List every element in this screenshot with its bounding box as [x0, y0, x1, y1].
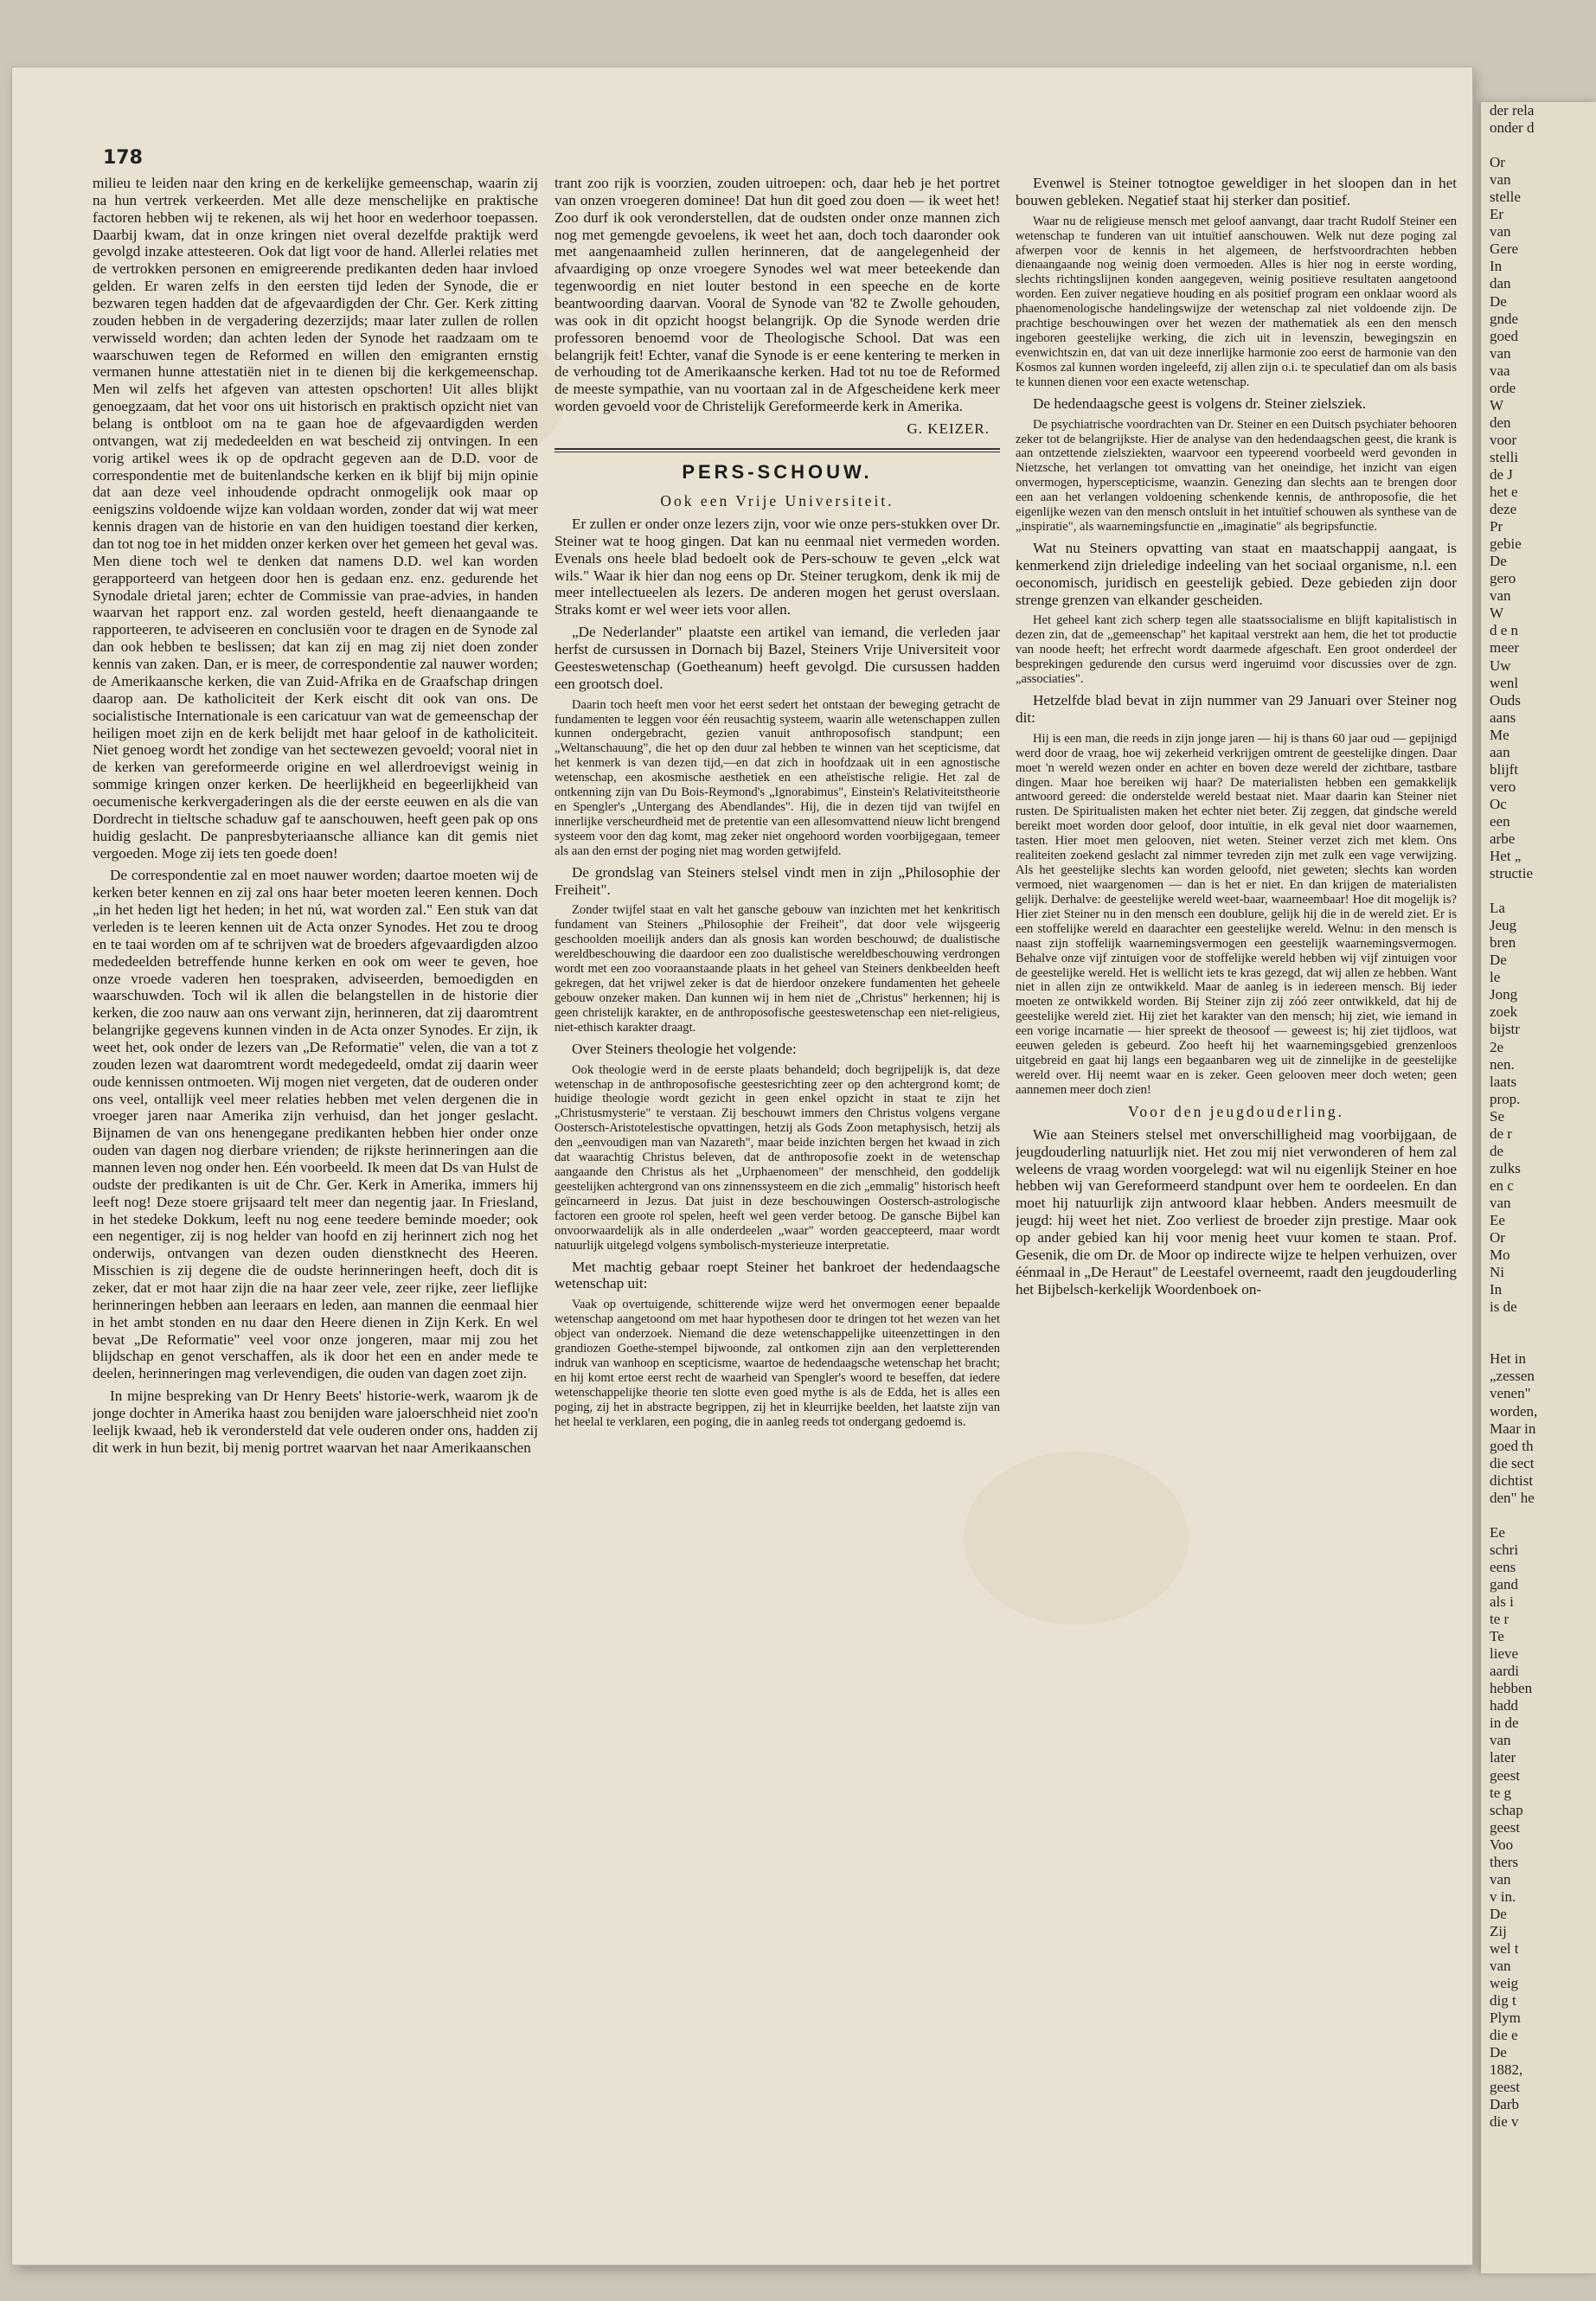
article-paragraph: De hedendaagsche geest is volgens dr. Steiner zielsziek.: [1033, 394, 1367, 412]
next-page-edge: [1481, 102, 1596, 2273]
edge-text-line: de: [1490, 1142, 1504, 1159]
edge-text-line: is de: [1490, 1298, 1517, 1316]
edge-text-line: nen.: [1490, 1055, 1515, 1073]
edge-text-line: lieve: [1490, 1645, 1519, 1663]
edge-text-line: Darb: [1490, 2096, 1519, 2113]
edge-text-line: deze: [1490, 501, 1517, 518]
edge-text-line: bren: [1490, 934, 1516, 952]
quoted-passage: Hij is een man, die reeds in zijn jonge jaren — hij is thans 60 jaar oud — gepijnigd werd door de vraag, hoe wij zekerheid verkrijgen omtrent de geestelijke dingen. Daar moet 'n wereld wezen onder en achter en boven deze wereld der zichtbare, tastbare dingen. Maar hoe bereiken wij haar? De materialisten hebben een gemakkelijk antwoord gereed: die onderstelde wereld bestaat niet. Maar daarin kan Steiner niet rusten. De Spiritualisten maken het echter niet beter. Zij zeggen, dat gindsche wereld bereikt moet worden door geloof, door intuïtie, in elk geval niet door waarnemen, tasten. Hier moet men gelooven, niet weten. Steiner verzet zich met klem. Ons realiteiten zoekend geslacht zal nimmer tevreden zijn met zulk een vage verwijzing. Als het geestelijke slechts kan worden geloofd, niet geweten; slechts kan worden vermoed, niet waargenomen — dan is het er niet. En dan krijgen de materialisten gelijk. Derhalve: de geestelijke wereld weet-baar, waarneembaar! Hoe dit mogelijk is? Hier ziet Steiner nu in den mensch een doublure, gelijk hij die in de wereld ziet. Er is een stoffelijke wereld en daarachter een geestelijke wereld. Welnu: in den mensch is naast zijn stoffelijk waarnemingsvermogen een geestelijk waarnemingsvermogen. Behalve onze vijf zintuigen voor de stoffelijke wereld hebben wij vijf zintuigen voor de geestelijke wereld. Het is wellicht iets te kras gezegd, dat wij allen ze hebben. Want niet in allen zijn ze ontwikkeld. Maar de aanleg is in iedereen mensch. Bij ieder moeten ze ontwikkeld worden. Bij Steiner zijn zij zóó zeer ontwikkeld, dat hij de geestelijke wereld ziet. Hij ziet het karakter van den mensch; hij ziet, wie iemand in een vorige incarnatie — hier spreekt de theosoof — geweest is; hij ziet tijdloos, wat eeuwen geleden is gebeurd. Zoo heeft hij het waarnemingsgebied grenzenloos uitgebreid en gaat hij langs een begaanbaren weg uit de zinnelijke in de geestelijke wereld over. Hij neemt waar en is zeker. Geen gelooven meer doch weten; geen aannemen meer doch zien!: [1016, 731, 1457, 1097]
edge-text-line: venen": [1490, 1385, 1531, 1402]
edge-text-line: [1481, 1507, 1596, 1524]
edge-text-line: van: [1490, 1958, 1511, 1975]
edge-text-line: te r: [1490, 1611, 1509, 1628]
edge-text-line: Plym: [1490, 2009, 1521, 2027]
edge-text-line: der rela: [1490, 102, 1535, 119]
edge-text-line: Het in: [1490, 1350, 1527, 1368]
edge-text-line: gand: [1490, 1575, 1519, 1593]
edge-text-line: van: [1490, 171, 1511, 189]
edge-text-line: Ni: [1490, 1264, 1504, 1281]
edge-text-line: gnde: [1490, 310, 1519, 327]
edge-text-line: Gere: [1490, 240, 1519, 258]
edge-text-line: [1481, 882, 1596, 900]
edge-text-line: voor: [1490, 431, 1517, 448]
edge-text-line: Zij: [1490, 1922, 1507, 1939]
edge-text-line: die v: [1490, 2113, 1519, 2131]
edge-text-line: bijstr: [1490, 1021, 1520, 1038]
article-paragraph: Wat nu Steiners opvatting van staat en maatschappij aangaat, is kenmerkend zijn drieledige indeeling van het sociaal organisme, n.l. een oeconomisch, juridisch en geestelijk gebied. Deze gebieden zijn door strenge grenzen van elkander gescheiden.: [1016, 540, 1457, 608]
article-paragraph: Evenwel is Steiner totnogtoe geweldiger in het sloopen dan in het bouwen gebleken. Negatief staat hij sterker dan positief.: [1016, 175, 1457, 208]
edge-text-line: stelle: [1490, 189, 1521, 206]
column-3: [1016, 175, 1457, 2242]
edge-text-line: De: [1490, 292, 1507, 310]
edge-text-line: W: [1490, 605, 1504, 622]
edge-text-line: den" he: [1490, 1489, 1535, 1506]
edge-text-line: Het „: [1490, 848, 1522, 865]
edge-text-line: eens: [1490, 1558, 1516, 1575]
edge-text-line: Maar in: [1490, 1420, 1536, 1437]
edge-text-line: geest: [1490, 2079, 1520, 2096]
edge-text-line: vaa: [1490, 362, 1510, 379]
edge-text-line: die e: [1490, 2027, 1518, 2044]
article-paragraph: Met machtig gebaar roept Steiner het bankroet der hedendaagsche wetenschap uit:: [554, 1258, 1000, 1292]
edge-text-line: Jeug: [1490, 917, 1517, 934]
edge-text-line: De: [1490, 1905, 1507, 1922]
edge-text-line: d e n: [1490, 622, 1519, 639]
article-paragraph: „De Nederlander" plaatste een artikel van iemand, die verleden jaar herfst de cursussen in Dornach bij Bazel, Steiners Vrije Universiteit voor Geesteswetenschap (Goetheanum) heeft gevolgd. Die cursussen hadden een grootsch doel.: [554, 624, 1000, 692]
edge-text-line: Pr: [1490, 518, 1503, 535]
edge-text-line: hebben: [1490, 1680, 1533, 1697]
edge-text-line: 1882,: [1490, 2061, 1523, 2079]
edge-text-line: [1481, 1316, 1596, 1333]
edge-text-line: worden,: [1490, 1402, 1538, 1420]
edge-text-line: later: [1490, 1749, 1516, 1766]
edge-text-line: te g: [1490, 1784, 1512, 1801]
edge-text-line: van: [1490, 344, 1511, 362]
edge-text-line: gero: [1490, 570, 1516, 587]
next-page-text: [1481, 102, 1596, 2131]
edge-text-line: Me: [1490, 726, 1509, 743]
edge-text-line: hadd: [1490, 1697, 1519, 1715]
edge-text-line: arbe: [1490, 830, 1516, 847]
article-paragraph: trant zoo rijk is voorzien, zouden uitroepen: och, daar heb je het portret van onzen vroegeren dominee! Dat hun dit goed zou doen — ik weet het! Zoo durf ik ook veronderstellen, dat de oudsten onder onze mannen zich nog met gemengde gevoelens, ik weet het aan, doch toch daaronder ook met aangenaamheid zullen herinneren, dat de aangelegenheid der afvaardiging op onze vroegere Synodes wel wat meer beteekende dan tegenwoordig en niet louter bestond in een speeche en de korte beantwoording daarvan. Vooral de Synode van '82 te Zwolle gehouden, was ook in dit opzicht hoogst belangrijk. Op die Synode werden drie professoren benoemd voor de Theologische School. Dat was een belangrijk feit! Echter, vanaf die Synode is er eene kentering te merken in de verhouding tot de Amerikaansche kerken. Had tot nu toe de Reformed de meeste sympathie, van nu voortaan zal in de Afgescheidene kerk meer worden gevoeld voor de Christelijk Gereformeerde kerk in Amerika.: [554, 175, 1000, 415]
edge-text-line: Se: [1490, 1107, 1504, 1125]
edge-text-line: La: [1490, 900, 1505, 917]
edge-text-line: vero: [1490, 778, 1516, 795]
section-divider: [554, 448, 1000, 452]
article-paragraph: Hetzelfde blad bevat in zijn nummer van 29 Januari over Steiner nog dit:: [1016, 692, 1457, 726]
subheading: Voor den jeugdouderling.: [1127, 1102, 1345, 1120]
edge-text-line: den: [1490, 413, 1511, 431]
edge-text-line: Voo: [1490, 1836, 1514, 1853]
edge-text-line: van: [1490, 1194, 1511, 1211]
edge-text-line: onder d: [1490, 119, 1535, 137]
edge-text-line: en c: [1490, 1176, 1514, 1194]
edge-text-line: dichtist: [1490, 1471, 1534, 1489]
edge-text-line: weig: [1490, 1975, 1519, 1992]
edge-text-line: v in.: [1490, 1888, 1516, 1905]
edge-text-line: Ee: [1490, 1523, 1505, 1541]
edge-text-line: De: [1490, 2044, 1507, 2061]
edge-text-line: als i: [1490, 1593, 1514, 1611]
edge-text-line: dig t: [1490, 1992, 1516, 2009]
edge-text-line: goed th: [1490, 1437, 1534, 1454]
edge-text-line: Or: [1490, 1229, 1505, 1247]
edge-text-line: Ouds: [1490, 691, 1521, 708]
quoted-passage: Ook theologie werd in de eerste plaats behandeld; doch begrijpelijk is, dat deze wetenschap in de anthroposofische geestesrichting zeer op den achtergrond komt; de huidige theologie wordt gezicht in geen enkel opzicht in staat te zijn het „Christusmysterie" te verstaan. Zij beschouwt immers den Christus volgens vergane Oostersch-Aristotelestische opvattingen, hetzij als Gods Zoon metaphysisch, hetzij als den „eenvoudigen man van Nazareth", maar beide inzichten bergen het kwaad in zich dat waarachtig Christus beleven, dat de anthroposofie zoekt in de wetenschap aangaande den Christus als het „Urphaenomeen" der menschheid, den goddelijk geestelijken achtergrond van ons zinnenssysteem en die zich „emmalig" historisch heeft geïncarneerd in Jezus. Dat juist in deze beschouwingen Oostersch-astrologische factoren een groote rol spelen, heeft wel geen verder betoog. De gansche Bijbel kan onvoorwaardelijk als in alle onderdeelen „waar" worden geaccepteerd, maar wordt natuurlijk uitgelegd volgens symbolisch-mysterieuze interpretatie.: [554, 1062, 1000, 1253]
edge-text-line: le: [1490, 969, 1501, 986]
edge-text-line: [1481, 137, 1596, 154]
edge-text-line: het e: [1490, 484, 1518, 501]
edge-text-line: aan: [1490, 743, 1510, 760]
quoted-passage: Zonder twijfel staat en valt het gansche gebouw van inzichten met het kenkritisch fundament van Steiners „Philosophie der Freiheit", dat door vele wijsgeerig geschoolden moeilijk anders dan als gnosis kan worden beschouwd; de dualistische wereldbeschouwing die daardoor een zoo dualistische wereldbeschouwing verdrongen wordt met een zoo vooraanstaande plaats in het geheel van Steiners denkbeelden heeft gekregen, dat het vrijwel zeker is dat de hierdoor onzekere fundamenten het geheele gebouw onzeker maken. Dan kunnen wij in hem niet de „Christus" herkennen; hij is geen christelijk karakter, en de anthroposofische geesteswetenschap een niet-religieus, niet-ethisch karakter draagt.: [554, 903, 1000, 1035]
quoted-passage: De psychiatrische voordrachten van Dr. Steiner en een Duitsch psychiater behooren zeker tot de belangrijkste. Hier de analyse van den hedendaagschen geest, die krank is aan ontzettende zielsziekten, waarvoor een typeerend voorbeeld werd gevonden in Nietzsche, het verlangen tot omvatting van het oneindige, het inzicht van eigen onvermogen, hyperscepticisme, waanzin. Genezing dan slechts aan te brengen door een aan het verlangen voldoening schenkende kennis, de anthroposofie, die het eigenlijke wezen van den mensch ontsluit in het intuïtief schouwen als synthese van de „inspiratie", als waarnemingsfunctie en „imaginatie" als begripsfunctie.: [1016, 417, 1457, 535]
edge-text-line: thers: [1490, 1853, 1519, 1870]
edge-text-line: wel t: [1490, 1939, 1519, 1957]
edge-text-line: van: [1490, 1732, 1511, 1749]
subheading: Ook een Vrije Universiteit.: [660, 492, 894, 510]
edge-text-line: Or: [1490, 154, 1505, 171]
edge-text-line: aardi: [1490, 1663, 1519, 1680]
edge-text-line: De: [1490, 553, 1507, 570]
column-2: [554, 175, 1000, 2242]
edge-text-line: schri: [1490, 1541, 1519, 1558]
edge-text-line: wenl: [1490, 674, 1519, 691]
edge-text-line: Ee: [1490, 1212, 1505, 1228]
edge-text-line: van: [1490, 587, 1511, 605]
edge-text-line: van: [1490, 223, 1511, 240]
edge-text-line: dan: [1490, 275, 1511, 292]
edge-text-line: aans: [1490, 708, 1516, 726]
edge-text-line: geest: [1490, 1818, 1520, 1836]
edge-text-line: 2e: [1490, 1038, 1504, 1055]
article-paragraph: Er zullen er onder onze lezers zijn, voor wie onze pers-stukken over Dr. Steiner wat te hoog gingen. Dat kan nu eenmaal niet vermeden worden. Evenals ons heele blad bedoelt ook de Pers-schouw te geven „elck wat wils." Waar ik hier dan nog eens op Dr. Steiner terugkom, denk ik mij de meer intellectueelen als lezers. De anderen mogen het gerust overslaan. Straks komt er wel weer iets voor allen.: [554, 516, 1000, 619]
edge-text-line: goed: [1490, 327, 1519, 344]
edge-text-line: meer: [1490, 639, 1519, 657]
quoted-passage: Het geheel kant zich scherp tegen alle staatssocialisme en blijft kapitalistisch in dezen zin, dat de „gemeenschap" het kapitaal verstrekt aan hem, die het tot productie van noode heeft; het erfrecht wordt daarmede afgeschaft. Een groot onderdeel der besprekingen gedurende den cursus werd ingeruimd voor discussies over de zgn. „associaties".: [1016, 613, 1457, 687]
edge-text-line: Te: [1490, 1628, 1504, 1645]
edge-text-line: structie: [1490, 865, 1534, 882]
edge-text-line: In: [1490, 1281, 1503, 1298]
article-paragraph: milieu te leiden naar den kring en de kerkelijke gemeenschap, waarin zij na hun vertrek verkeerden. Met alle deze menschelijke en praktische factoren hebben wij te rekenen, als wij het hoor en wederhoor toepassen. Daarbij kwam, dat in onze kringen niet overal dezelfde praktijk werd gevolgd inzake attesteeren. Ook dat ligt voor de hand. Allerlei relaties met de vertrokken personen en emigreerende predikanten deden haar invloed gelden. Er waren zelfs in den eersten tijd leden der Synode, die er bezwaren tegen hadden dat de afgevaardigden der Chr. Ger. Kerk zitting zouden hebben in de vergadering dezerzijds; maar later zullen de rollen verwisseld worden; dan achten leden der Synode het raadzaam om te waarschuwen tegen de Reformed en willen den emigranten ernstig vermanen hunne attestatiën niet in te dienen bij die kerkgemeenschap. Men wil zelfs het afgeven van attesten opschorten! Uit alles blijkt genoegzaam, dat het voor ons uit historisch en praktisch opzicht niet van belang is ontbloot om na te gaan hoe de afgevaardigden werden ontvangen, wat zij mededeelden en wat bescheid zij ontvingen. In een vorig artikel wees ik op de opdracht gegeven aan de D.D. voor de correspondentie met de buitenlandsche kerken en ik blijf bij mijn opinie dat aan deze veel inhoudende opdracht onmogelijk ook maar op eenigszins voldoende wijze kan voldaan worden, zonder dat wij wat meer kennis dragen van de historie en van den huidigen toestand dier kerken, dan tot nog toe in het midden onzer kerken over het gemeen het geval was. Men diene toch wel te denken dat namens D.D. wel kan worden gerapporteerd van hetgeen door hen is gedaan enz. enz. gedurende het Synodale drietal jaren; echter de Commissie van prae-advies, in handen waarvan het rapport enz. zal worden gesteld, heeft dienaangaande te rapporteeren, te adviseeren en conclusiën voor te dragen en de Synode zal dan ook hebben te beslissen; dat kan zij en mag zij niet doen zonder kennis van zaken. Dan, er is meer, de correspondentie zal nauwer worden; de Amerikaansche kerken, die van Zuid-Afrika en de Graafschap dringen daarop aan. De katholiciteit der Kerk eischt dit ook van ons. De socialistische Internationale is een caricatuur van wat de gemeenschap der heiligen moet zijn en de kerk belijdt met haar geloof in de katholiciteit. Niet genoeg wordt het zondige van het sectewezen gevoeld; vooral niet in de kerken van gereformeerde origine en wel allerdroevigst weinig in sommige kringen onzer kerken. De heerlijkheid en begeerlijkheid van oecumenische kerkvergaderingen als die der eerste eeuwen en als die van Dordrecht in tieltsche schaduw gaf te aanschouwen, heeft geen pak op ons huidig geslacht. De panpresbyteriaansche alliance kan dit gemis niet vergoeden. Moge zij iets ten goede doen!: [93, 175, 538, 862]
article-paragraph: De grondslag van Steiners stelsel vindt men in zijn „Philosophie der Freiheit".: [554, 863, 1000, 898]
article-paragraph: De correspondentie zal en moet nauwer worden; daartoe moeten wij de kerken beter kennen en zij zal ons haar beter moeten leeren kennen. Doch „in het heden ligt het heden; in het nú, wat worden zal." Een stuk van dat verleden is te leeren kennen uit de Acta onzer Synodes. Het zou te droog en te taai worden om af te schrijven wat de broeders afgevaardigden alzoo mededeelden betreffende hunne kerken en ook om weer te geven, hoe onze vroede vaderen hen toespraken, adviseerden, bemoedigden en waarschuwden. Toch wil ik allen die belangstellen in de historie dier kerken, die zoo nauw aan ons verwant zijn, herinneren, dat zij daaromtrent belangrijke gegevens kunnen vinden in de Acta onzer Synodes. Er zijn, ik weet het, ook onder de lezers van „De Reformatie" velen, die van a tot z zouden lezen wat daaromtrent wordt medegedeeld, omdat zij daarin weer oude kennissen ontmoeten. Wij mogen niet vergeten, dat de ouderen onder ons veel, ontallijk veel meer relaties hebben met velen dergenen die in vroeger jaren naar Amerika zijn verhuisd, dan het jonger geslacht. Bijnamen de van ons henengegane predikanten hebben hier onder onze ouden van dagen nog dierbare vrienden; de rijkste herinneringen aan die mannen leven nog onder hen. Eén voorbeeld. Ik meen dat Ds van Hulst de oudste der predikanten is uit de Chr. Ger. Kerk in Amerika, immers hij leeft nog! Deze stoere grijsaard telt meer dan negentig jaar. In Friesland, in het stedeke Dokkum, leeft nu nog eene teedere beminde moeder; ook een negentiger, zij is nog helder van hoofd en zij herinnert zich nog het onderwijs, ontvangen van dezen ouden dienstknecht des Heeren. Misschien is zij degene die de oudste herinneringen heeft, doch dit is zeker, dat er mot haar zijn die na haar zeer vele, zeer rijke, zeer lieflijke herinneringen hebben aan leeraars en leden, aan mannen die eenmaal hier in het ambt stonden en nu daar den Heere dienen in Zijn Kerk. En wel bevat „De Reformatie" veel voor onze jongeren, maar mij zou het blijdschap en genot verschaffen, als ik door het een en ander mede te deelen, herinneringen mag verlevendigen, die ouden van dagen zoet zijn.: [93, 867, 538, 1382]
section-title: PERS-SCHOUW.: [682, 461, 873, 484]
edge-text-line: stelli: [1490, 448, 1519, 465]
edge-text-line: gebie: [1490, 535, 1522, 553]
edge-text-line: Uw: [1490, 657, 1511, 674]
article-paragraph: Wie aan Steiners stelsel met onverschilligheid mag voorbijgaan, de jeugdouderling natuurlijk niet. Het zou mij niet verwonderen of hem zal weleens de vraag worden voorgelegd: wat wil nu eigenlijk Steiner en hoe hebben wij van Gereformeerd standpunt over hem te oordeelen. En dan moet hij natuurlijk zijn antwoord klaar hebben. Anders meesmuilt de jeugd: hij weet het niet. Zoo verliest de broeder zijn prestige. Maar ook op ander gebied kan hij voor menig heet vuur komen te staan. Prof. Gesenik, die om Dr. de Moor op indirecte wijze te helpen verhuizen, over éénmaal in „De Heraut" de Leestafel overneemt, raadt den jeugdouderling het Bijbelsch-kerkelijk Woordenboek on-: [1016, 1125, 1457, 1298]
edge-text-line: Jong: [1490, 986, 1518, 1003]
edge-text-line: de J: [1490, 465, 1513, 483]
newspaper-page: [12, 67, 1472, 2265]
edge-text-line: die sect: [1490, 1454, 1535, 1471]
page-number: 178: [103, 147, 143, 169]
quoted-passage: Waar nu de religieuse mensch met geloof aanvangt, daar tracht Rudolf Steiner een wetenschap te funderen van uit intuïtief aanschouwen. Welk nut deze poging zal afwerpen voor de kennis in het algemeen, de herfstvoordrachten hebben dienaangaande nog weinig doen vermoeden. Alles is hier nog in eerste wording, slechts richtingslijnen konden aangegeven, weinig positieve resultaten aangetoond worden. Een zuiver negatieve houding en als positief program een onklaar woord als phaenomenologische handelingswijze der wetenschap zal niet voldoende zijn. De prachtige beschouwingen over het wezen der mathematiek als een den mensch ingeboren geestelijke werking, die zich uit in levenszin, bewegingszin en evenwichtszin en, dat van uit deze innerlijke harmonie zoo eerst de harmonie van den Kosmos zal kunnen worden ingeleefd, zij allen zijn o.i. te speculatief dan om als basis te kunnen dienen voor een exacte wetenschap.: [1016, 214, 1457, 389]
edge-text-line: Mo: [1490, 1247, 1510, 1264]
edge-text-line: W: [1490, 396, 1504, 413]
edge-text-line: „zessen: [1490, 1368, 1535, 1385]
edge-text-line: zulks: [1490, 1159, 1521, 1176]
edge-text-line: de r: [1490, 1125, 1512, 1142]
article-paragraph: In mijne bespreking van Dr Henry Beets' historie-werk, waarom jk de jonge dochter in Amerika haast zou benijden ware jaloerschheid niet zoo'n leelijk kwaad, heb ik verondersteld dat vele ouderen onder ons, hadden zij dit werk in hun bezit, bij menig portret waarvan het naar Amerikaanschen: [93, 1388, 538, 1456]
edge-text-line: [1481, 1333, 1596, 1350]
edge-text-line: zoek: [1490, 1003, 1518, 1021]
edge-text-line: van: [1490, 1870, 1511, 1888]
edge-text-line: De: [1490, 952, 1507, 969]
edge-text-line: een: [1490, 812, 1510, 830]
column-1: [93, 175, 538, 2242]
edge-text-line: blijft: [1490, 760, 1519, 778]
edge-text-line: Er: [1490, 206, 1504, 223]
quoted-passage: Vaak op overtuigende, schitterende wijze werd het onvermogen eener bepaalde wetenschap aangetoond om met haar hypothesen door te dringen tot het wezen van het object van onderzoek. Niemand die deze wetenschappelijke uiteenzettingen in den grandiozen Goethe-stempel bijwoonde, zal ontkomen zijn aan den verpletterenden indruk van wanhoop en scepticisme, waartoe de hedendaagsche wetenschap het bracht; en hij komt ertoe eerst recht de waarheid van Spengler's woord te beseffen, dat iedere wetenschappelijke theorie ten slotte even goed mythe is als de Edda, het is alles een poging, zij het in abstracte begrippen, zij het in kleurrijke beelden, het laatste zijn van het heelal te verklaren, een poging, die in aanleg reeds tot ondergang gedoemd is.: [554, 1298, 1000, 1429]
edge-text-line: prop.: [1490, 1090, 1521, 1107]
edge-text-line: Oc: [1490, 795, 1507, 812]
edge-text-line: orde: [1490, 379, 1516, 396]
edge-text-line: schap: [1490, 1801, 1523, 1818]
edge-text-line: laats: [1490, 1073, 1517, 1090]
edge-text-line: in de: [1490, 1715, 1519, 1732]
edge-text-line: In: [1490, 258, 1503, 275]
author-signature: G. KEIZER.: [907, 420, 990, 438]
edge-text-line: geest: [1490, 1766, 1520, 1784]
quoted-passage: Daarin toch heeft men voor het eerst sedert het ontstaan der beweging getracht de fundamenten te leggen voor één reusachtig systeem, waarin alle wetenschappen zullen kunnen ondergebracht, gezien vanuit anthroposofisch standpunt; een „Weltanschauung", die het op den duur zal hebben te winnen van het scepticisme, dat het kenmerk is van dezen tijd,—en dat zich in hoofdzaak uit in een agnostische wetenschap, een akosmische aesthetiek en een atheïstische religie. Het zal de ontkenning zijn van Du Bois-Reymond's „Ignorabimus", Einstein's Relativiteitstheorie en Spengler's „Untergang des Abendlandes". Hij, die in dezen tijd van twijfel en innerlijke verscheurdheid met de pretentie van een allesomvattend nieuw licht brengend systeem voor den dag komt, mag zeker niet ongehoord worden voorbijgegaan, temeer als aan den ernst der poging niet mag worden getwijfeld.: [554, 697, 1000, 858]
article-paragraph: Over Steiners theologie het volgende:: [572, 1040, 797, 1057]
